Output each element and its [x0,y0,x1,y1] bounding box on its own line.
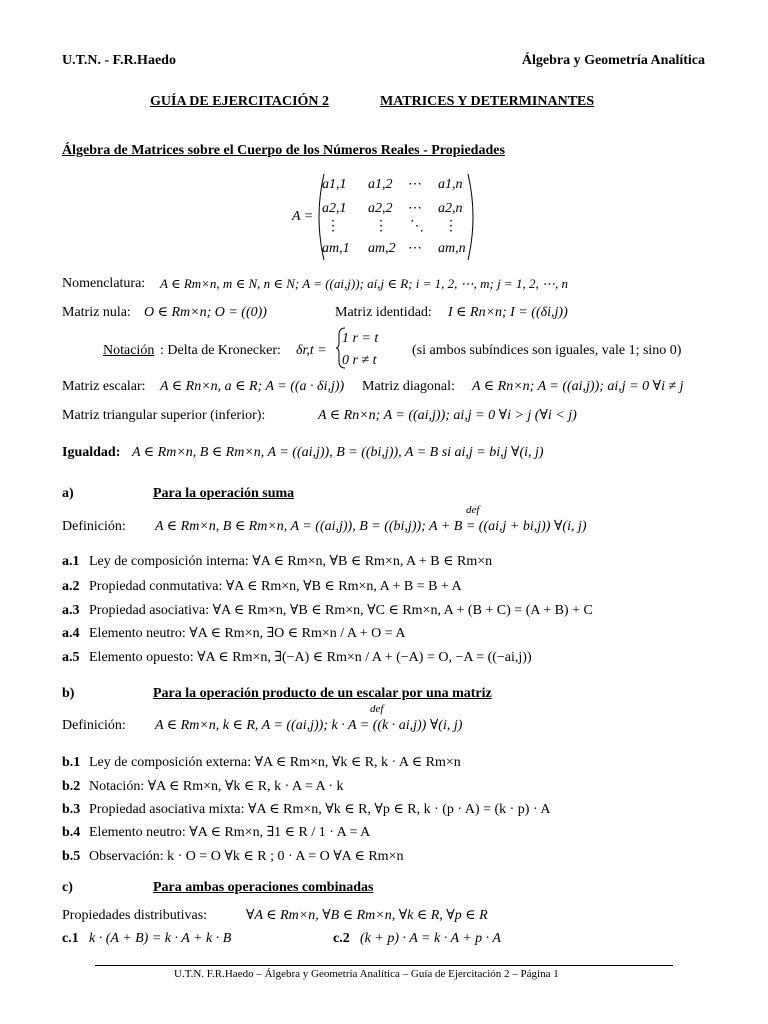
matrix-cell: ⋯ [408,241,422,256]
item-text: Propiedad asociativa: ∀A ∈ Rm×n, ∀B ∈ Rm×n, ∀C ∈ Rm×n, A + (B + C) = (A + B) + C [89,603,593,618]
diagonal-label: Matriz diagonal: [362,379,455,394]
identidad-formula: I ∈ Rn×n; I = ((δi,j)) [448,305,568,320]
footer-text: U.T.N. F.R.Haedo – Álgebra y Geometría Analítica – Guía de Ejercitación 2 – Página 1 [174,968,559,980]
kronecker-case-1: 1 r = t [342,331,379,346]
item-text: Elemento neutro: ∀A ∈ Rm×n, ∃O ∈ Rm×n / A + O = A [89,626,406,641]
item-id: a.1 [62,554,80,569]
distributive-formula: ∀A ∈ Rm×n, ∀B ∈ Rm×n, ∀k ∈ R, ∀p ∈ R [246,908,488,923]
item-id: b.1 [62,755,81,770]
item-text: k · (A + B) = k · A + k · B [89,931,232,946]
matrix-cell: a1,n [438,177,463,192]
matrix-cell: ⋮ [326,219,340,234]
kronecker-lhs: δr,t = [296,343,327,358]
notacion-label: Notación [103,343,155,358]
matrix-cell: am,n [438,241,466,256]
section-c-letter: c) [62,880,73,895]
item-id: b.4 [62,825,81,840]
section-heading: Álgebra de Matrices sobre el Cuerpo de los Números Reales - Propiedades [62,143,505,158]
section-a-def-over: def [466,504,480,516]
guide-title: GUÍA DE EJERCITACIÓN 2 [150,94,330,109]
footer-rule [95,965,673,966]
header-right: Álgebra y Geometría Analítica [521,53,705,68]
nula-formula: O ∈ Rm×n; O = ((0)) [144,305,267,320]
igualdad-label: Igualdad: [62,445,121,460]
triangular-label: Matriz triangular superior (inferior): [62,408,266,423]
diagonal-formula: A ∈ Rn×n; A = ((ai,j)); ai,j = 0 ∀i ≠ j [472,379,684,394]
item-text: Ley de composición externa: ∀A ∈ Rm×n, ∀k ∈ R, k · A ∈ Rm×n [89,755,461,770]
item-text: Elemento opuesto: ∀A ∈ Rm×n, ∃(−A) ∈ Rm×n / A + (−A) = O, −A = ((−ai,j)) [89,650,532,665]
item-text: Ley de composición interna: ∀A ∈ Rm×n, ∀B ∈ Rm×n, A + B ∈ Rm×n [89,554,493,569]
section-c-title: Para ambas operaciones combinadas [153,880,374,895]
matrix-cell: a2,2 [368,201,393,216]
section-b-def-label: Definición: [62,718,126,733]
item-text: Notación: ∀A ∈ Rm×n, ∀k ∈ R, k · A = A · k [89,779,344,794]
nomenclatura-label: Nomenclatura: [62,276,146,291]
matrix-cell: ⋱ [410,219,424,234]
section-b-letter: b) [62,686,75,701]
igualdad-formula: A ∈ Rm×n, B ∈ Rm×n, A = ((ai,j)), B = ((bi,j)), A = B si ai,j = bi,j ∀(i, j) [132,445,544,460]
item-text: (k + p) · A = k · A + p · A [360,931,501,946]
matrix-cell: am,1 [322,241,350,256]
item-id: b.3 [62,802,81,817]
matrix-cell: ⋯ [408,201,422,216]
item-id: a.3 [62,603,80,618]
item-text: Observación: k · O = O ∀k ∈ R ; 0 · A = O ∀A ∈ Rm×n [89,849,404,864]
section-a-def-formula: A ∈ Rm×n, B ∈ Rm×n, A = ((ai,j)), B = ((bi,j)); A + B = ((ai,j + bi,j)) ∀(i, j) [155,519,587,534]
matrix-lhs: A = [292,209,314,224]
item-id: b.2 [62,779,81,794]
matrix-cell: ⋯ [408,177,422,192]
section-b-title: Para la operación producto de un escalar por una matriz [153,686,492,701]
nomenclatura-formula: A ∈ Rm×n, m ∈ N, n ∈ N; A = ((ai,j)); ai,j ∈ R; i = 1, 2, ⋯, m; j = 1, 2, ⋯, n [160,276,568,291]
matrix-cell: a2,n [438,201,463,216]
matrix-cell: a1,2 [368,177,393,192]
nula-label: Matriz nula: [62,305,131,320]
section-a-title: Para la operación suma [153,486,295,501]
escalar-formula: A ∈ Rn×n, a ∈ R; A = ((a · δi,j)) [160,379,345,394]
identidad-label: Matriz identidad: [335,305,432,320]
matrix-cell: am,2 [368,241,396,256]
topic-title: MATRICES Y DETERMINANTES [380,94,595,109]
section-a-def-label: Definición: [62,519,126,534]
triangular-formula: A ∈ Rn×n; A = ((ai,j)); ai,j = 0 ∀i > j (∀i < j) [318,408,577,423]
matrix-cell: ⋮ [444,219,458,234]
section-b-def-over: def [370,703,384,715]
section-a-letter: a) [62,486,74,501]
matrix-cell: a1,1 [322,177,347,192]
notacion-text: : Delta de Kronecker: [160,343,281,358]
item-text: Propiedad conmutativa: ∀A ∈ Rm×n, ∀B ∈ Rm×n, A + B = B + A [89,579,462,594]
item-text: Propiedad asociativa mixta: ∀A ∈ Rm×n, ∀k ∈ R, ∀p ∈ R, k · (p · A) = (k · p) · A [89,802,551,817]
item-id: b.5 [62,849,81,864]
escalar-label: Matriz escalar: [62,379,146,394]
kronecker-case-2: 0 r ≠ t [342,353,377,368]
matrix-cell: ⋮ [374,219,388,234]
section-b-def-formula: A ∈ Rm×n, k ∈ R, A = ((ai,j)); k · A = ((k · ai,j)) ∀(i, j) [155,718,463,733]
header-left: U.T.N. - F.R.Haedo [62,53,176,68]
item-text: Elemento neutro: ∀A ∈ Rm×n, ∃1 ∈ R / 1 · A = A [89,825,371,840]
item-id: c.1 [62,931,79,946]
item-id: c.2 [333,931,350,946]
distributive-label: Propiedades distributivas: [62,908,208,923]
item-id: a.5 [62,650,80,665]
item-id: a.2 [62,579,80,594]
matrix-cell: a2,1 [322,201,347,216]
item-id: a.4 [62,626,80,641]
kronecker-note: (si ambos subíndices son iguales, vale 1; sino 0) [412,343,682,358]
